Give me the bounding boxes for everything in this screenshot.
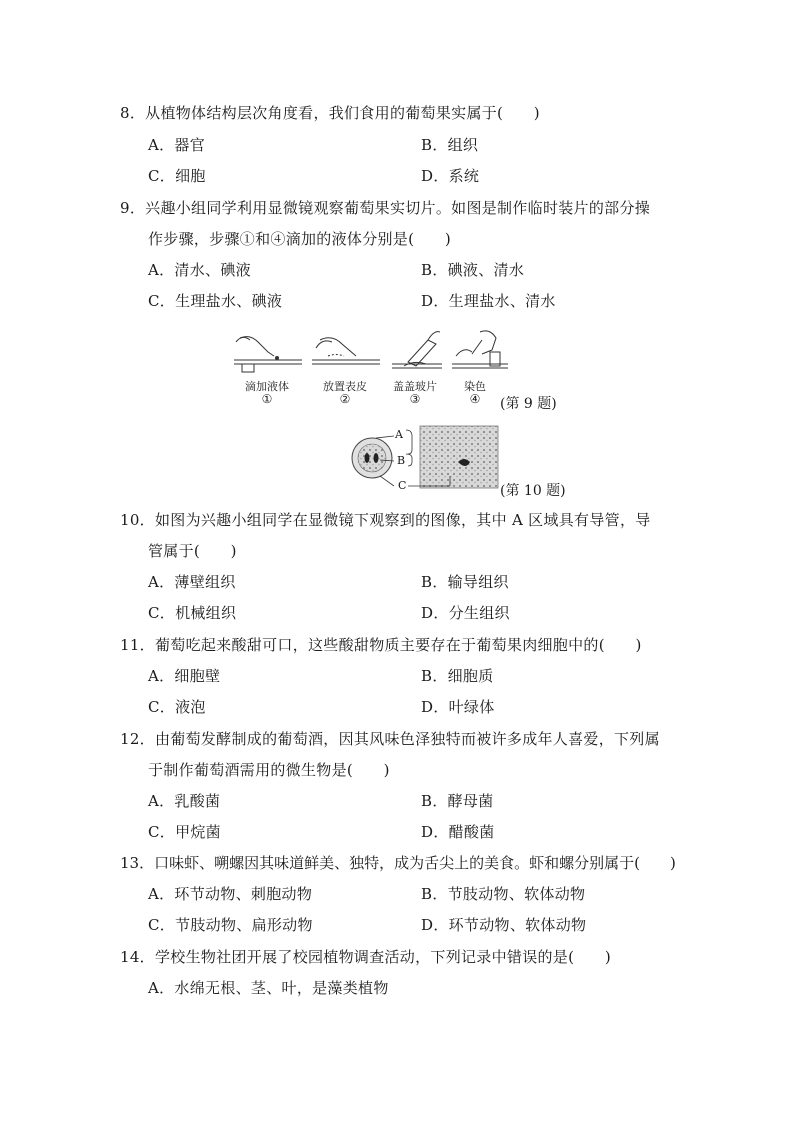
q8-stem: 8．从植物体结构层次角度看，我们食用的葡萄果实属于( )	[120, 104, 540, 122]
q10-option-a: A．薄壁组织	[148, 573, 236, 591]
q11-option-d: D．叶绿体	[421, 698, 495, 716]
step-label-1: 滴加液体	[245, 380, 289, 393]
q8-option-b: B．组织	[421, 136, 479, 154]
step-label-3: 盖盖玻片	[393, 380, 437, 393]
q10-option-c: C．机械组织	[148, 604, 237, 622]
step-label-4: 染色	[464, 380, 486, 393]
q10-option-b: B．输导组织	[421, 573, 509, 591]
region-label-b: B	[397, 454, 406, 467]
q14-stem: 14．学校生物社团开展了校园植物调查活动，下列记录中错误的是( )	[120, 948, 611, 966]
q9-option-d: D．生理盐水、清水	[421, 292, 556, 310]
q11-option-c: C．液泡	[148, 698, 206, 716]
q13-option-c: C．节肢动物、扁形动物	[148, 916, 313, 934]
q9-figure	[232, 326, 512, 376]
q8-option-d: D．系统	[421, 167, 480, 185]
q9-figure-caption: (第 9 题)	[500, 396, 557, 412]
step4-staining-drawing	[452, 331, 508, 368]
q13-option-b: B．节肢动物、软体动物	[421, 885, 586, 903]
q13-option-a: A．环节动物、刺胞动物	[148, 885, 313, 903]
slide-steps-illustration	[232, 326, 512, 376]
q12-option-c: C．甲烷菌	[148, 823, 221, 841]
step-label-2: 放置表皮	[323, 380, 367, 393]
q9-option-b: B．碘液、清水	[421, 261, 525, 279]
step-number-2: ②	[339, 392, 351, 406]
q12-option-b: B．酵母菌	[421, 792, 494, 810]
q8-option-c: C．细胞	[148, 167, 206, 185]
q8-option-a: A．器官	[148, 136, 206, 154]
q9-option-a: A．清水、碘液	[148, 261, 251, 279]
magnified-view	[420, 426, 498, 488]
q11-option-b: B．细胞质	[421, 667, 494, 685]
q12-option-d: D．醋酸菌	[421, 823, 495, 841]
q9-stem-line1: 9．兴趣小组同学利用显微镜观察葡萄果实切片。如图是制作临时装片的部分操	[120, 199, 651, 217]
q11-option-a: A．细胞壁	[148, 667, 221, 685]
q9-option-c: C．生理盐水、碘液	[148, 292, 283, 310]
q10-option-d: D．分生组织	[421, 604, 510, 622]
q11-stem: 11．葡萄吃起来酸甜可口，这些酸甜物质主要存在于葡萄果肉细胞中的( )	[120, 636, 642, 654]
q10-stem-line1: 10．如图为兴趣小组同学在显微镜下观察到的图像，其中 A 区域具有导管，导	[120, 511, 651, 529]
step2-epidermis-drawing	[312, 338, 380, 364]
q13-option-d: D．环节动物、软体动物	[421, 916, 587, 934]
micrograph-illustration	[350, 424, 500, 494]
q10-figure-caption: (第 10 题)	[500, 483, 566, 499]
step-number-1: ①	[261, 392, 273, 406]
step1-dropper-drawing	[234, 337, 302, 372]
q14-option-a: A．水绵无根、茎、叶，是藻类植物	[148, 979, 389, 997]
region-label-c: C	[398, 479, 407, 492]
q9-stem-line2: 作步骤，步骤①和④滴加的液体分别是( )	[148, 230, 452, 248]
q12-stem-line2: 于制作葡萄酒需用的微生物是( )	[148, 761, 390, 779]
q13-stem: 13．口味虾、嗍螺因其味道鲜美、独特，成为舌尖上的美食。虾和螺分别属于( )	[120, 854, 676, 872]
region-label-a: A	[395, 428, 403, 441]
step-number-3: ③	[409, 392, 421, 406]
q12-stem-line1: 12．由葡萄发酵制成的葡萄酒，因其风味色泽独特而被许多成年人喜爱，下列属	[120, 730, 660, 748]
q10-figure	[350, 424, 500, 494]
step3-coverslip-drawing	[392, 332, 442, 368]
step-number-4: ④	[469, 392, 481, 406]
q12-option-a: A．乳酸菌	[148, 792, 221, 810]
q10-stem-line2: 管属于( )	[148, 542, 237, 560]
